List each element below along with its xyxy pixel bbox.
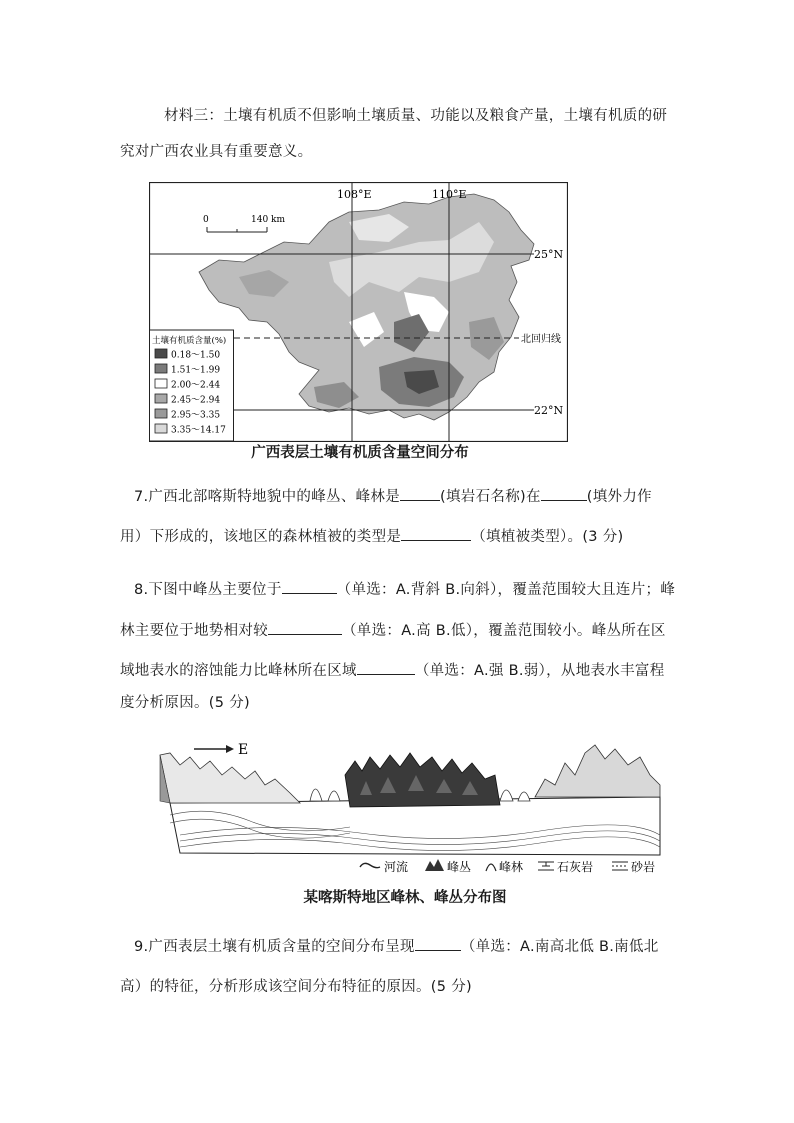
legend-swatch (155, 394, 167, 403)
scale-zero: 0 (203, 215, 209, 225)
peak-cluster-icon (425, 859, 444, 871)
legend-swatch (155, 409, 167, 418)
q8-text-6: （单选：A.强 B.弱），从地表水丰富程 (414, 663, 665, 679)
question-7-line2 (120, 526, 680, 547)
q8-text-2: （单选：A.背斜 B.向斜），覆盖范围较大且连片；峰 (336, 582, 676, 598)
q9-blank-distribution[interactable] (415, 936, 461, 951)
lat-label-25: 25°N (534, 248, 564, 261)
peak-cluster (345, 753, 500, 807)
material3-line1: 材料三：土壤有机质不但影响土壤质量、功能以及粮食产量，土壤有机质的研 (164, 108, 668, 124)
legend-title: 土壤有机质含量(%) (152, 336, 227, 346)
river-icon (360, 863, 380, 867)
q8-blank-height[interactable] (268, 620, 342, 635)
q7-text-3: (填外力作 (586, 489, 652, 505)
question-8-line2 (120, 620, 680, 641)
q7-text-2: (填岩石名称)在 (440, 489, 541, 505)
q8-blank-structure[interactable] (282, 579, 337, 594)
legend-label: 2.45～2.94 (171, 395, 221, 406)
peak-forest-icon (486, 864, 496, 871)
question-9-line1 (134, 936, 694, 957)
sandstone-icon (612, 862, 628, 870)
scale-distance: 140 km (251, 215, 286, 225)
right-peaks (535, 745, 660, 797)
question-9-line2 (120, 977, 680, 997)
q8-text-5: 域地表水的溶蚀能力比峰林所在区域 (120, 663, 357, 679)
legend-swatch (155, 364, 167, 373)
q8-text-4: （单选：A.高 B.低），覆盖范围较小。峰丛所在区 (342, 623, 666, 639)
q8-text-1: 8.下图中峰丛主要位于 (134, 582, 282, 598)
legend-swatch (155, 424, 167, 433)
map-caption: 广西表层土壤有机质含量空间分布 (251, 445, 469, 461)
map-legend (150, 330, 234, 441)
legend-label: 2.95～3.35 (171, 410, 221, 421)
question-8-line3 (120, 660, 680, 681)
lon-label-108: 108°E (337, 188, 372, 201)
q8-text-3: 林主要位于地势相对较 (120, 623, 268, 639)
karst-diagram (150, 735, 670, 880)
east-arrow (194, 742, 248, 758)
material3-line2: 究对广西农业具有重要意义。 (120, 144, 313, 160)
q8-blank-erosion[interactable] (357, 660, 415, 675)
q8-text-7: 度分析原因。(5 分) (120, 695, 250, 711)
lon-label-110: 110°E (432, 188, 467, 201)
q9-text-1: 9.广西表层土壤有机质含量的空间分布呈现 (134, 939, 415, 955)
q7-blank-rock[interactable] (400, 486, 440, 501)
legend-sandstone: 砂岩 (631, 860, 656, 874)
q7-blank-force[interactable] (541, 486, 587, 501)
direction-label: E (238, 742, 249, 758)
legend-peak-cluster: 峰丛 (447, 860, 472, 874)
q7-text-5: （填植被类型）。(3 分) (471, 529, 624, 545)
legend-label: 3.35～14.17 (171, 425, 226, 436)
q7-text-1: 7.广西北部喀斯特地貌中的峰丛、峰林是 (134, 489, 401, 505)
question-8-line1 (134, 579, 694, 600)
guangxi-soil-map (149, 182, 568, 442)
limestone-icon (538, 862, 554, 870)
legend-peak-forest: 峰林 (499, 860, 524, 874)
lat-label-22: 22°N (534, 404, 564, 417)
left-peaks (160, 753, 300, 803)
legend-limestone: 石灰岩 (557, 860, 594, 874)
legend-swatch (155, 379, 167, 388)
legend-label: 2.00～2.44 (171, 380, 221, 391)
q7-text-4: 用）下形成的，该地区的森林植被的类型是 (120, 529, 402, 545)
question-7-line1 (134, 486, 694, 507)
q9-text-2: （单选：A.南高北低 B.南低北 (460, 939, 659, 955)
diagram-caption: 某喀斯特地区峰林、峰丛分布图 (303, 890, 507, 906)
legend-label: 0.18～1.50 (171, 350, 221, 361)
legend-swatch (155, 349, 167, 358)
tropic-label: 北回归线 (521, 334, 561, 345)
question-8-line4 (120, 693, 680, 713)
legend-label: 1.51～1.99 (171, 365, 221, 376)
diagram-legend (360, 859, 655, 874)
q9-text-3: 高）的特征，分析形成该空间分布特征的原因。(5 分) (120, 979, 472, 995)
legend-river: 河流 (384, 860, 409, 874)
q7-blank-vegetation[interactable] (401, 526, 471, 541)
